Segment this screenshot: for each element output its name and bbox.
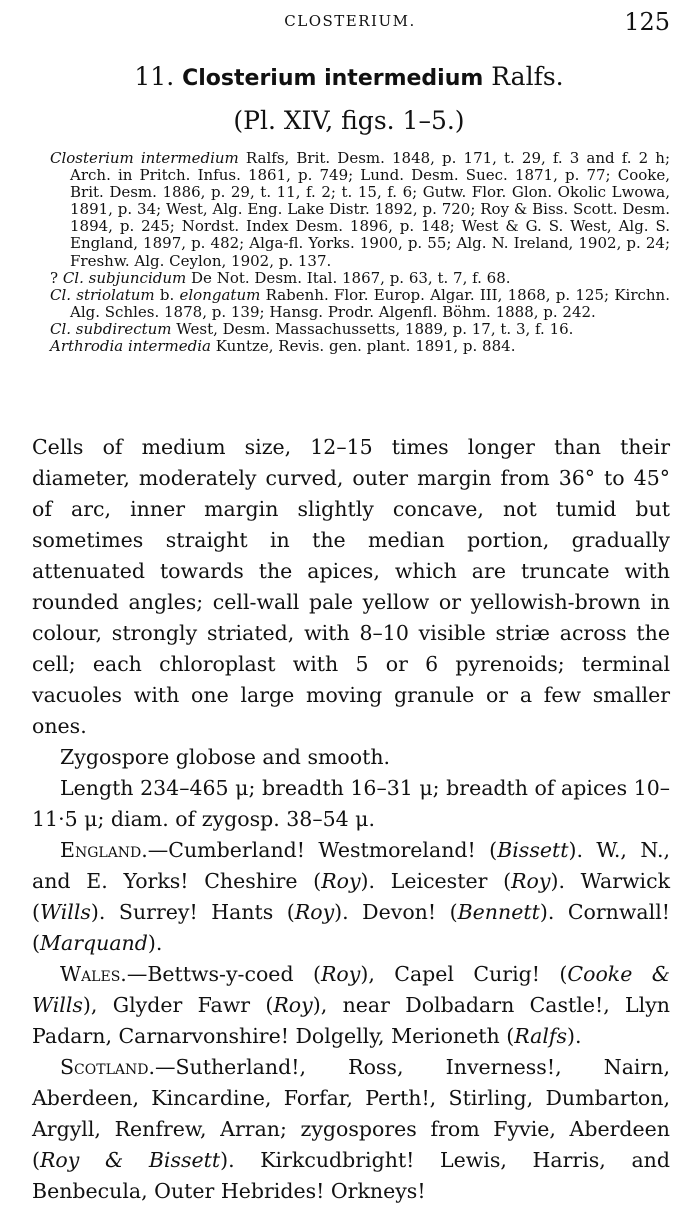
distribution-wales: Wales.—Bettws-y-coed (Roy), Capel Curig! (Cooke & Wills), Glyder Fawr (Roy), near Dolbadarn Castle!, Llyn Padarn, Carnarvonshire! Dolgelly, Merioneth (Ralfs).: [32, 962, 671, 1048]
synonym-entry: [50, 150, 670, 270]
species-heading: [0, 62, 698, 91]
synonym-entry: [50, 321, 670, 338]
distribution-england: England.—Cumberland! Westmoreland! (Bissett). W., N., and E. Yorks! Cheshire (Roy). Leicester (Roy). Warwick (Wills). Surrey! Hants (Roy). Devon! (Bennett). Cornwall! (Marquand).: [32, 838, 670, 955]
synonym-citation: Ralfs, Brit. Desm. 1848, p. 171, t. 29, f. 3 and f. 2 h; Arch. in Pritch. Infus. 1861, p. 749; Lund. Desm. Suec. 1871, p. 77; Cooke, Brit. Desm. 1886, p. 29, t. 11, f. 2; t. 15, f. 6; Gutw. Flor. Glon. Okolic Lwowa, 1891, p. 34; West, Alg. Eng. Lake Distr. 1892, p. 720; Roy & Biss. Scott. Desm. 1894, p. 245; Nordst. Index Desm. 1896, p. 148; West & G. S. West, Alg. S. England, 1897, p. 482; Alga-fl. Yorks. 1900, p. 55; Alg. N. Ireland, 1902, p. 24; Freshw. Alg. Ceylon, 1902, p. 137.: [70, 149, 671, 270]
species-author: Ralfs.: [491, 62, 564, 91]
synonym-name: Cl. subjuncidum: [62, 268, 187, 287]
species-name: Closterium intermedium: [182, 66, 484, 91]
species-description: [32, 432, 670, 1207]
page-header: [30, 8, 670, 40]
collector-name: Marquand: [40, 931, 148, 955]
collector-name: Roy: [511, 869, 551, 893]
collector-name: Roy & Bissett: [40, 1148, 221, 1172]
synonym-citation: De Not. Desm. Ital. 1867, p. 63, t. 7, f. 68.: [186, 268, 511, 287]
synonym-name: Closterium intermedium: [50, 149, 239, 167]
synonym-name: Cl. striolatum: [50, 285, 155, 304]
collector-name: Roy: [273, 993, 313, 1017]
collector-name: Cooke & Wills: [32, 962, 671, 1017]
collector-name: Roy: [321, 869, 361, 893]
synonym-name: Cl. subdirectum: [50, 319, 172, 338]
region-label: England.: [60, 838, 148, 862]
distribution-scotland: Scotland.—Sutherland!, Ross, Inverness!, Nairn, Aberdeen, Kincardine, Forfar, Perth!, Stirling, Dumbarton, Argyll, Renfrew, Arran; zygospores from Fyvie, Aberdeen (Roy & Bissett). Kirkcudbright! Lewis, Harris, and Benbecula, Outer Hebrides! Orkneys!: [32, 1055, 670, 1203]
zygospore-paragraph: Zygospore globose and smooth.: [60, 745, 391, 769]
synonym-citation: Kuntze, Revis. gen. plant. 1891, p. 884.: [210, 337, 516, 356]
plate-reference: (Pl. XIV, figs. 1–5.): [233, 106, 465, 135]
synonym-citation: West, Desm. Massachussetts, 1889, p. 17, t. 3, f. 16.: [171, 319, 574, 338]
synonym-entry: [50, 287, 670, 321]
page-number: 125: [624, 8, 670, 36]
synonym-name: Arthrodia intermedia: [50, 337, 211, 356]
description-paragraph: Cells of medium size, 12–15 times longer than their diameter, moderately curved, outer margin from 36° to 45° of arc, inner margin slightly concave, not tumid but sometimes straight in the median portion, gradually attenuated towards the apices, which are truncate with rounded angles; cell-wall pale yellow or yellowish-brown in colour, strongly striated, with 8–10 visible striæ across the cell; each chloroplast with 5 or 6 pyrenoids; terminal vacuoles with one large moving granule or a few smaller ones.: [32, 435, 670, 738]
collector-name: Roy: [320, 962, 361, 986]
collector-name: Bennett: [457, 900, 540, 924]
collector-name: Ralfs: [514, 1024, 567, 1048]
synonym-prefix: ?: [50, 268, 63, 287]
region-label: Scotland.: [60, 1055, 155, 1079]
running-head: CLOSTERIUM.: [284, 12, 416, 30]
synonymy-list: [50, 150, 670, 355]
collector-name: Bissett: [497, 838, 569, 862]
synonym-citation: Rabenh. Flor. Europ. Algar. III, 1868, p. 125; Kirchn. Alg. Schles. 1878, p. 139; Hansg. Prodr. Algenfl. Böhm. 1888, p. 242.: [70, 285, 670, 321]
dimensions-paragraph: Length 234–465 μ; breadth 16–31 μ; breadth of apices 10–11·5 μ; diam. of zygosp. 38–54 μ.: [32, 776, 670, 831]
synonym-entry: [50, 338, 670, 355]
region-label: Wales.: [60, 962, 127, 986]
synonym-entry: [50, 270, 670, 287]
collector-name: Roy: [294, 900, 335, 924]
synonym-variety-name: elongatum: [179, 285, 261, 304]
species-number: 11.: [134, 62, 175, 91]
collector-name: Wills: [40, 900, 91, 924]
synonym-variety-marker: b.: [154, 285, 180, 304]
